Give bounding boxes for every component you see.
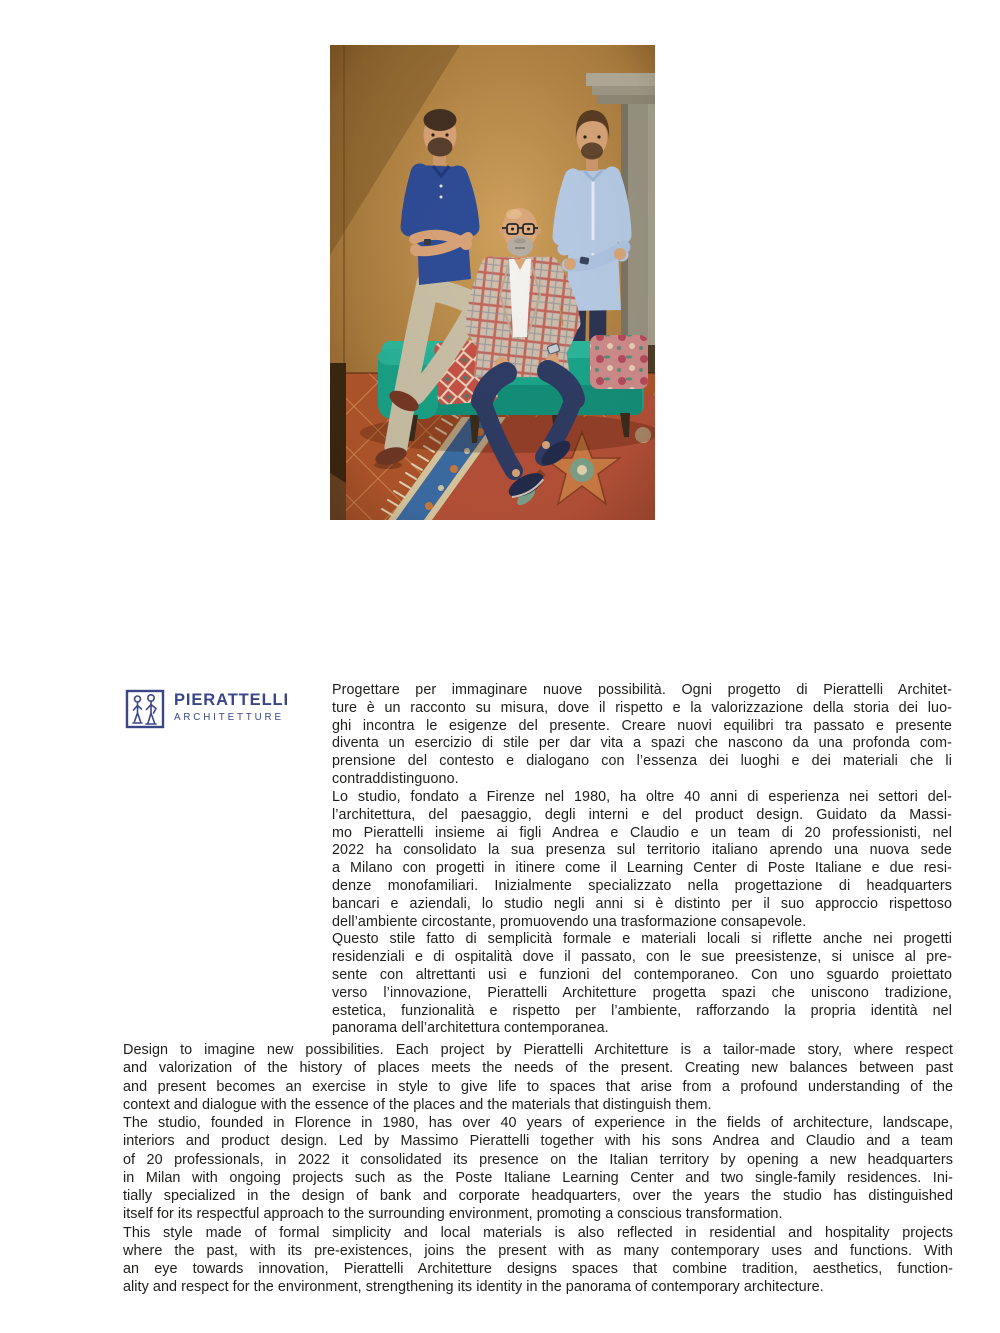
two-statue-figures-icon [125,689,165,729]
text-line: sente con altrettanti usi e funzioni del contemporaneo. Con uno sguardo proiettato [332,967,952,983]
text-line: interiors and product design. Led by Massimo Pierattelli together with his sons Andrea and Claudio and a team [123,1133,953,1150]
text-line: estetica, funzionalità e rispetto per l’ambiente, rafforzando la propria identità nel [332,1002,952,1019]
text-line: This style made of formal simplicity and local materials is also reflected in residential and hospitality projects [123,1224,953,1241]
text-line: diventa un esercizio di stile per dar vita a spazi che nascono da una profonda com- [332,735,952,752]
text-line: and valorization of the history of places meets the needs of the present. Creating new balances between past [123,1060,953,1077]
text-line: where the past, with its pre-existences, joins the present with as many contemporary uses and functions. With [123,1242,953,1259]
text-line: an eye towards innovation, Pierattelli Architetture designs spaces that combine tradition, aesthetics, function- [123,1261,953,1277]
text-line: bancari e aziendali, lo studio negli anni si è distinto per il suo approccio rispettoso [332,895,952,912]
text-line: tially specialized in the design of bank and corporate headquarters, over the years the studio has distinguished [123,1188,953,1204]
text-line: Questo stile fatto di semplicità formale e materiali locali si riflette anche nei progetti [332,931,952,948]
italian-text-column [332,682,952,1038]
text-line: 2022 ha consolidato la sua presenza sul territorio italiano aprendo una nuova sede [332,842,952,859]
text-line: ture è un racconto su misura, dove il rispetto e la valorizzazione della storia dei luo- [332,699,952,716]
text-line: Lo studio, fondato a Firenze nel 1980, ha oltre 40 anni di esperienza nei settori del- [332,788,952,805]
text-line: l’architettura, del paesaggio, degli interni e del product design. Guidato da Massi- [332,806,952,823]
text-line: in Milan with ongoing projects such as the Poste Italiane Learning Center and two single-family residences. Ini- [123,1169,953,1186]
text-line: The studio, founded in Florence in 1980, has over 40 years of experience in the fields of architecture, landscape, [123,1115,953,1131]
text-line: context and dialogue with the essence of the places and the materials that distinguish them. [123,1096,712,1113]
text-line: dell’ambiente circostante, promuovendo una trasformazione consapevole. [332,913,807,930]
text-line: a Milano con progetti in itinere come il Learning Center di Poste Italiane e due resi- [332,860,952,877]
logo-subtitle: ARCHITETTURE [174,712,284,724]
text-line: of 20 professionals, in 2022 it consolidated its presence on the Italian territory by opening a new headquarters [123,1151,953,1168]
text-line: and present becomes an exercise in style to give life to spaces that arise from a profound understanding of the [123,1078,953,1095]
text-line: itself for its respectful approach to the surrounding environment, promoting a conscious transformation. [123,1206,783,1223]
text-line: denze monofamiliari. Inizialmente specializzato nella progettazione di headquarters [332,877,952,894]
text-line: panorama dell’architettura contemporanea. [332,1020,609,1037]
text-line: Design to imagine new possibilities. Each project by Pierattelli Architetture is a tailor-made story, where respect [123,1042,953,1058]
text-line: Progettare per immaginare nuove possibilità. Ogni progetto di Pierattelli Architet- [332,682,952,698]
text-line: contraddistinguono. [332,771,459,788]
text-line: residenziali e di ospitalità dove il passato, con le sue preesistenze, si unisce al pre- [332,949,952,966]
text-line: verso l’innovazione, Pierattelli Architetture progetta spazi che uniscono tradizione, [332,984,952,1001]
text-line: ghi incontra le esigenze del presente. Creare nuovi equilibri tra passato e presente [332,717,952,734]
text-line: prensione del contesto e dialogano con l’essenza dei luoghi e dei materiali che li [332,753,952,770]
logo-title: PIERATTELLI [174,691,290,709]
pierattelli-logo [125,689,289,729]
team-photo [330,45,655,520]
text-line: mo Pierattelli insieme ai figli Andrea e Claudio e un team di 20 professionisti, nel [332,824,952,841]
logo-text [174,689,289,723]
text-line: ality and respect for the environment, strengthening its identity in the panorama of contemporary architecture. [123,1279,824,1296]
english-text-block [123,1041,953,1297]
